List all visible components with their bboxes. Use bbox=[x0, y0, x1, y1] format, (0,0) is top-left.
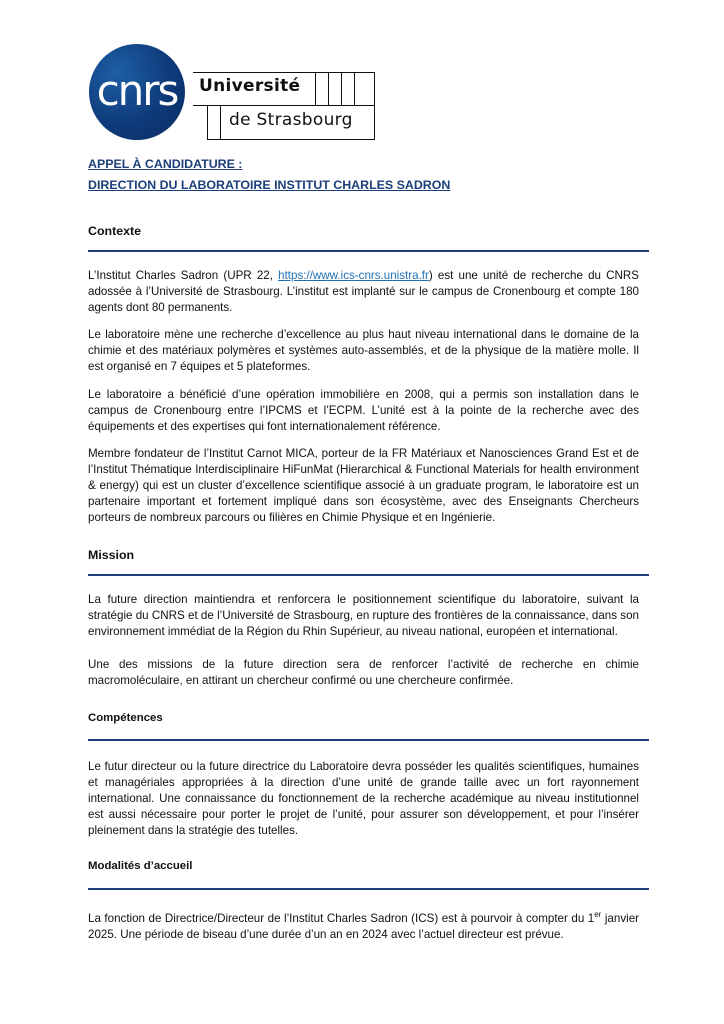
superscript: er bbox=[594, 910, 602, 919]
document-title bbox=[88, 154, 450, 196]
section-heading-mission: Mission bbox=[88, 548, 135, 562]
title-line-2: DIRECTION DU LABORATOIRE INSTITUT CHARLES SADRON bbox=[88, 178, 451, 192]
section-divider bbox=[88, 739, 649, 741]
contexte-paragraph-4: Membre fondateur de l’Institut Carnot MICA, porteur de la FR Matériaux et Nanosciences Grand Est et de l’Institut Thématique Interdisciplinaire HiFunMat (Hierarchical & Functional Materials for health environment & energy) qui est un cluster d’excellence scientifique associé à un graduate program, le laboratoire est un partenaire important et fortement impliqué dans son écosystème, avec des Enseignants Chercheurs porteurs de nombreux parcours ou filières en Chimie Physique et en Ingénierie. bbox=[88, 447, 639, 524]
cnrs-logo-text: cnrs bbox=[96, 65, 178, 115]
ics-website-link[interactable]: https://www.ics-cnrs.unistra.fr bbox=[278, 269, 429, 282]
title-line-1: APPEL À CANDIDATURE : bbox=[88, 157, 243, 171]
logo-line bbox=[328, 72, 329, 106]
logo-line bbox=[315, 72, 316, 106]
competences-paragraph-1: Le futur directeur ou la future directrice du Laboratoire devra posséder les qualités scientifiques, humaines et managériales appropriées à la direction d’une unité de grande taille avec un fort rayonnement international. Une connaissance du fonctionnement de la recherche académique au niveau institutionnel est aussi nécessaire pour porter le projet de l’unité, pour assurer son développement, et pour l’insérer pleinement dans la stratégie des tutelles. bbox=[88, 760, 639, 837]
logo-line bbox=[207, 106, 208, 140]
contexte-paragraph-1 bbox=[88, 268, 639, 316]
section-heading-competences: Compétences bbox=[88, 712, 163, 724]
mission-paragraph-1: La future direction maintiendra et renforcera le positionnement scientifique du laboratoire, suivant la stratégie du CNRS et de l’Université de Strasbourg, en rupture des frontières de la connaissance, dans son environnement immédiat de la Région du Rhin Supérieur, au niveau national, européen et international. bbox=[88, 593, 639, 638]
logo-text-strasbourg: de Strasbourg bbox=[229, 110, 353, 130]
logo-block bbox=[89, 44, 389, 144]
section-heading-contexte: Contexte bbox=[88, 224, 142, 238]
logo-line bbox=[220, 106, 221, 140]
text-span: La fonction de Directrice/Directeur de l’Institut Charles Sadron (ICS) est à pourvoir à compter du 1 bbox=[88, 911, 595, 925]
contexte-paragraph-3: Le laboratoire a bénéficié d’une opération immobilière en 2008, qui a permis son installation dans le campus de Cronenbourg entre l’IPCMS et l’ECPM. L’unité est à la pointe de la recherche avec des équipements et des expertises qui font internationalement référence. bbox=[88, 388, 639, 433]
logo-text-universite: Université bbox=[199, 76, 301, 96]
text-span: janvier 2025. Une période de biseau d’une durée d’un an en 2024 avec l’actuel directeur est prévue. bbox=[88, 911, 639, 941]
mission-paragraph-2: Une des missions de la future direction sera de renforcer l’activité de recherche en chimie macromoléculaire, en attirant un chercheur confirmé ou une chercheure confirmée. bbox=[88, 658, 639, 687]
cnrs-logo bbox=[89, 44, 185, 140]
section-heading-modalites: Modalités d’accueil bbox=[88, 860, 193, 872]
section-divider bbox=[88, 250, 649, 252]
text-span: L’Institut Charles Sadron (UPR 22, bbox=[88, 269, 279, 282]
logo-line bbox=[354, 72, 355, 106]
section-divider bbox=[88, 574, 649, 576]
modalites-paragraph-1 bbox=[88, 907, 639, 943]
logo-line bbox=[341, 72, 342, 106]
contexte-paragraph-2: Le laboratoire mène une recherche d’excellence au plus haut niveau international dans le domaine de la chimie et des matériaux polymères et systèmes auto-assemblés, et de la physique de la matière molle. Il est organisé en 7 équipes et 5 plateformes. bbox=[88, 328, 639, 373]
section-divider bbox=[88, 888, 649, 890]
universite-strasbourg-logo bbox=[193, 72, 375, 140]
text-span: ) est une unité de recherche du CNRS adossée à l’Université de Strasbourg. L’institut est implanté sur le campus de Cronenbourg et compte 180 agents dont 80 permanents. bbox=[88, 269, 640, 314]
